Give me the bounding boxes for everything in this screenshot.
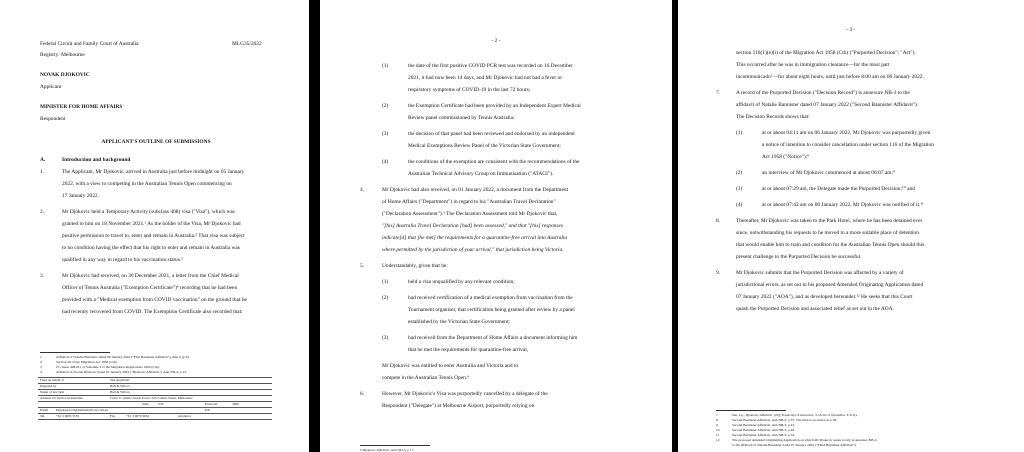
footnote-number: 9 [716,423,718,427]
footnote-text: Section 29 of the Migration Act 1958 (Cth). [56,360,118,364]
item-number: (2) [382,295,389,301]
respondent-role: Respondent [40,116,66,122]
item-line: Review panel commissioned by Tennis Australia; [408,115,515,121]
para-line: jurisdictional errors, as set out in his proposed Amended Originating Application dated [736,282,924,288]
item-number: (2) [382,103,389,109]
para-line: positive permission to travel to, enter and remain in Australia.² That visa was subject [62,233,245,239]
page-number: - 2 - [491,38,501,44]
item-line: had received certification of a medical exemption from vaccination from the [408,295,573,301]
para-line: where permitted by the jurisdiction of your arrival," that jurisdiction being Victoria. [382,247,564,253]
postcode-value: 3000 [232,402,239,406]
footnote-number: 4 [40,370,42,374]
footnote-divider [40,352,110,353]
para-number: 1. [40,169,45,175]
para-number: 6. [360,391,365,397]
para-line: to no condition having the effect that his right to enter and remain in Australia was [62,245,240,251]
para-line: since, notwithstanding his requests to be moved to a more suitable place of detention [736,230,919,236]
para-line: Officer of Tennis Australia ("Exemption Certificate")⁴ recording that he had been [62,285,238,291]
footnote-text: Second Bannister Affidavit, Ann NB-3, p 49. [732,428,796,432]
document-title: APPLICANT'S OUTLINE OF SUBMISSIONS [101,139,211,145]
footnote-number: 7 [716,413,718,417]
para-line: compete in the Australian Tennis Open.⁶ [382,375,470,381]
footnote-text: See, e.g., Djokovic Affidavit, [20]; Transcript of interview, T-18.10-11 (hereafter, T-X.X). [732,413,858,417]
item-line: the decision of that panel had been reviewed and endorsed by an independent [408,131,575,137]
item-line: Medical Exemptions Review Panel of the Victorian State Government; [408,143,561,149]
item-line: established by the Victorian State Government; [408,319,510,325]
para-line: affidavit of Natalie Bannister dated 07 January 2022 ("Second Bannister Affidavit"). [736,102,919,108]
attention-label: Attention [178,414,191,418]
law-firm-value: Hall & Wilcox [110,390,130,394]
para-line: qualified in any way in regard to his vaccination status.³ [62,257,183,263]
section-a-title: Introduction and background [62,157,131,163]
address-value: Level 11, Rialto South Tower, 525 Collins Street, Melbourne [110,396,193,400]
applicant-name: NOVAK DJOKOVIC [40,72,90,78]
item-number: (2) [736,170,743,176]
para-line: However, Mr Djokovic's Visa was purportedly cancelled by a delegate of the [382,391,548,397]
footnote-divider [360,445,430,446]
item-line: Tournament organiser, that certification being granted after review by a panel [408,307,575,313]
para-line: ("Declaration Assessment").⁵ The Declaration Assessment told Mr Djokovic that, [382,211,558,217]
para-line: The Applicant, Mr Djokovic, arrived in Australia just before midnight on 05 January [62,169,245,175]
para-line: This occurred after he was in immigration clearance—for the most part [736,62,890,68]
para-line: A record of the Purported Decision ("Decision Record") is annexure NB-3 to the [736,90,910,96]
para-line: that would enable him to train and condition for the Australian Tennis Open should this [736,242,925,248]
dx-label: DX [205,408,210,412]
footnote-number: 12 [716,438,720,442]
footnote-text: Affidavit of Natalie Bannister dated 06 January 2022 ("First Bannister Affidavit"), Ann A (p 6). [56,355,190,359]
item-line: a notice of intention to consider cancellation under section 116 of the Migration [762,142,934,148]
item-number: (3) [382,131,389,137]
para-line: 2022, with a view to competing in the Australian Tennis Open commencing on [62,181,232,187]
footnote-number: 3 [40,365,42,369]
document-page-2 [320,0,672,452]
state-value: VIC [158,402,164,406]
para-line: Mr Djokovic had received, on 30 December 2021, a letter from the Chief Medical [62,273,239,279]
footnote-number: 8 [716,418,718,422]
file-number: MLG35/2022 [232,41,262,47]
para-line: had recently recovered from COVID. The Exemption Certificate also recorded that: [62,309,243,315]
para-line: The Decision Records shows that: [736,114,810,120]
item-line: the Exemption Certificate had been provided by an Independent Expert Medical [408,103,581,109]
para-number: 8. [716,218,721,224]
para-line: Thereafter, Mr Djokovic was taken to the Park Hotel, where he has been detained ever [736,218,923,224]
footnote-text: Second Bannister Affidavit, Ann NB-3, p 43. [732,423,796,427]
para-line: incommunicado⁷—for about eight hours, until just before 8:00 am on 06 January 2022. [736,74,924,80]
page-number: - 3 - [846,27,856,33]
item-line: an interview of Mr Djokovic commenced at about 06:07 am;⁹ [762,170,895,176]
law-firm-label: Name of law firm [40,390,65,394]
footnote-text: to the affidavit of Natalie Bannister dated 07 January 2022 ("Third Bannister Affidavit"). [732,443,857,447]
item-line: Australian Technical Advisory Group on Immunisation ("ATAGI"). [408,171,554,177]
footnote-text: Second Bannister Affidavit, Ann NB-3, p 54. [732,433,796,437]
para-line: indicate[d] that [he met] the requirements for a quarantine-free arrival into Australia [382,235,568,241]
item-number: (4) [382,159,389,165]
footnote-number: 11 [716,433,720,437]
para-number: 7. [716,90,721,96]
item-line: held a visa unqualified by any relevant condition; [408,279,515,285]
filed-on-behalf-label: Filed on behalf of [40,378,65,382]
para-line: 07 January 2022 ("AOA"), and as developed hereunder.¹² He seeks that this Court [736,294,913,300]
para-line: "[his] Australia Travel Declaration [had] been assessed," and that "[his] responses [382,223,563,229]
para-line: Mr Djokovic had also received, on 01 January 2022, a document from the Department [382,187,569,193]
item-number: (3) [382,335,389,341]
applicant-role: Applicant [40,84,62,90]
footnote-number: 2 [40,360,42,364]
prepared-by-value: Hall & Wilcox [110,384,130,388]
item-number: (3) [736,186,743,192]
item-number: (1) [382,63,389,69]
para-line: Understandably, given that he: [382,263,448,269]
document-page-3 [678,0,1024,452]
state-label: State [142,402,149,406]
para-line: 17 January 2022. [62,193,99,199]
footnote-number: 1 [40,355,42,359]
para-number: 4. [360,187,365,193]
fax-label: Fax [110,414,116,418]
item-line: the conditions of the exemption are consistent with the recommendations of the [408,159,580,165]
para-number: 3. [40,273,45,279]
registry: Registry: Melbourne [40,52,85,58]
para-number: 5. [360,263,365,269]
para-line: of Home Affairs ("Department") in regard to his "Australian Travel Declaration" [382,199,556,205]
respondent-name: MINISTER FOR HOME AFFAIRS [40,104,123,110]
para-line: provided with a "Medical exemption from COVID vaccination" on the ground that he [62,297,247,303]
email-label: Email [40,408,49,412]
tel-value: +61 3 9603 3555 [56,414,80,418]
document-page-1 [0,0,309,452]
footnote-text: Second Bannister Affidavit, Ann NB-3, p 37. The time is recorded on p 39. [732,418,837,422]
para-number: 9. [716,270,721,276]
item-line: that he met the requirements for quarantine-free arrival, [408,347,529,353]
filed-on-behalf-value: The Applicant [110,378,130,382]
item-line: at or about 04:11 am on 06 January 2022, Mr Djokovic was purportedly given [762,130,931,136]
fax-value: +61 3 9670 9632 [126,414,150,418]
para-line: Respondent ("Delegate") at Melbourne Airport, purportedly relying on [382,403,535,409]
tel-label: Tel [40,414,45,418]
email-value: Penelope.ford@hallandwilcox.com.au [56,408,108,412]
item-line: at or about 07:42 am on 06 January 2022, Mr Djokovic was notified of it.¹¹ [762,202,924,208]
item-line: Act 1958 ("Notice");⁸ [762,154,809,160]
para-line: quash the Purported Decision and associated relief as set out in the AOA. [736,306,894,312]
footnote-text: Cf clause 408.611 of Schedule 2 to the Migration Regulations 1994 (Cth). [56,365,160,369]
para-line: Mr Djokovic submits that the Purported Decision was affected by a variety of [736,270,904,276]
item-line: 2021, it had now been 14 days, and Mr Djokovic had not had a fever or [408,75,563,81]
para-number: 2. [40,209,45,215]
item-number: (1) [736,130,743,136]
item-number: (4) [736,202,743,208]
footnote-text: The proposed Amended Originating Application on which Mr Djokovic seeks to rely is annexure NB-4 [732,438,877,442]
footnote-divider [716,410,786,411]
court-name: Federal Circuit and Family Court of Australia [40,41,139,47]
item-number: (1) [382,279,389,285]
item-line: at or about 07:29 am, the Delegate made the Purported Decision;¹⁰ and [762,186,915,192]
postcode-label: Postcode [205,402,218,406]
footnote-number: 10 [716,428,720,432]
section-a-letter: A. [40,157,46,163]
item-line: respiratory symptoms of COVID-19 in the last 72 hours; [408,87,531,93]
para-line: granted to him on 18 November 2021.¹ As the holder of the Visa, Mr Djokovic had [62,221,241,227]
para-line: Mr Djokovic held a Temporary Activity (subclass 408) visa ("Visa"), which was [62,209,235,215]
item-line: the date of the first positive COVID PCR test was recorded on 16 December [408,63,573,69]
footnote-text: Affidavit of Novak Djokovic dated 07 January 2022 ("Djokovic Affidavit"), Ann ND-4, p 15. [56,370,187,374]
prepared-by-label: Prepared by [40,384,57,388]
footnote-text: 5 Djokovic Affidavit, Ann ND-5, p 17. [360,448,415,452]
para-line: section 116(1)(e)(i) of the Migration Act 1958 (Cth) ("Purported Decision"; "Act"). [736,50,916,56]
para-line: present challenge to the Purported Decision be successful. [736,254,862,260]
address-label: Address for service in Australia [40,396,83,400]
para-line: Mr Djokovic was entitled to enter Australia and Victoria and to [382,363,519,369]
item-line: had received from the Department of Home Affairs a document informing him [408,335,578,341]
